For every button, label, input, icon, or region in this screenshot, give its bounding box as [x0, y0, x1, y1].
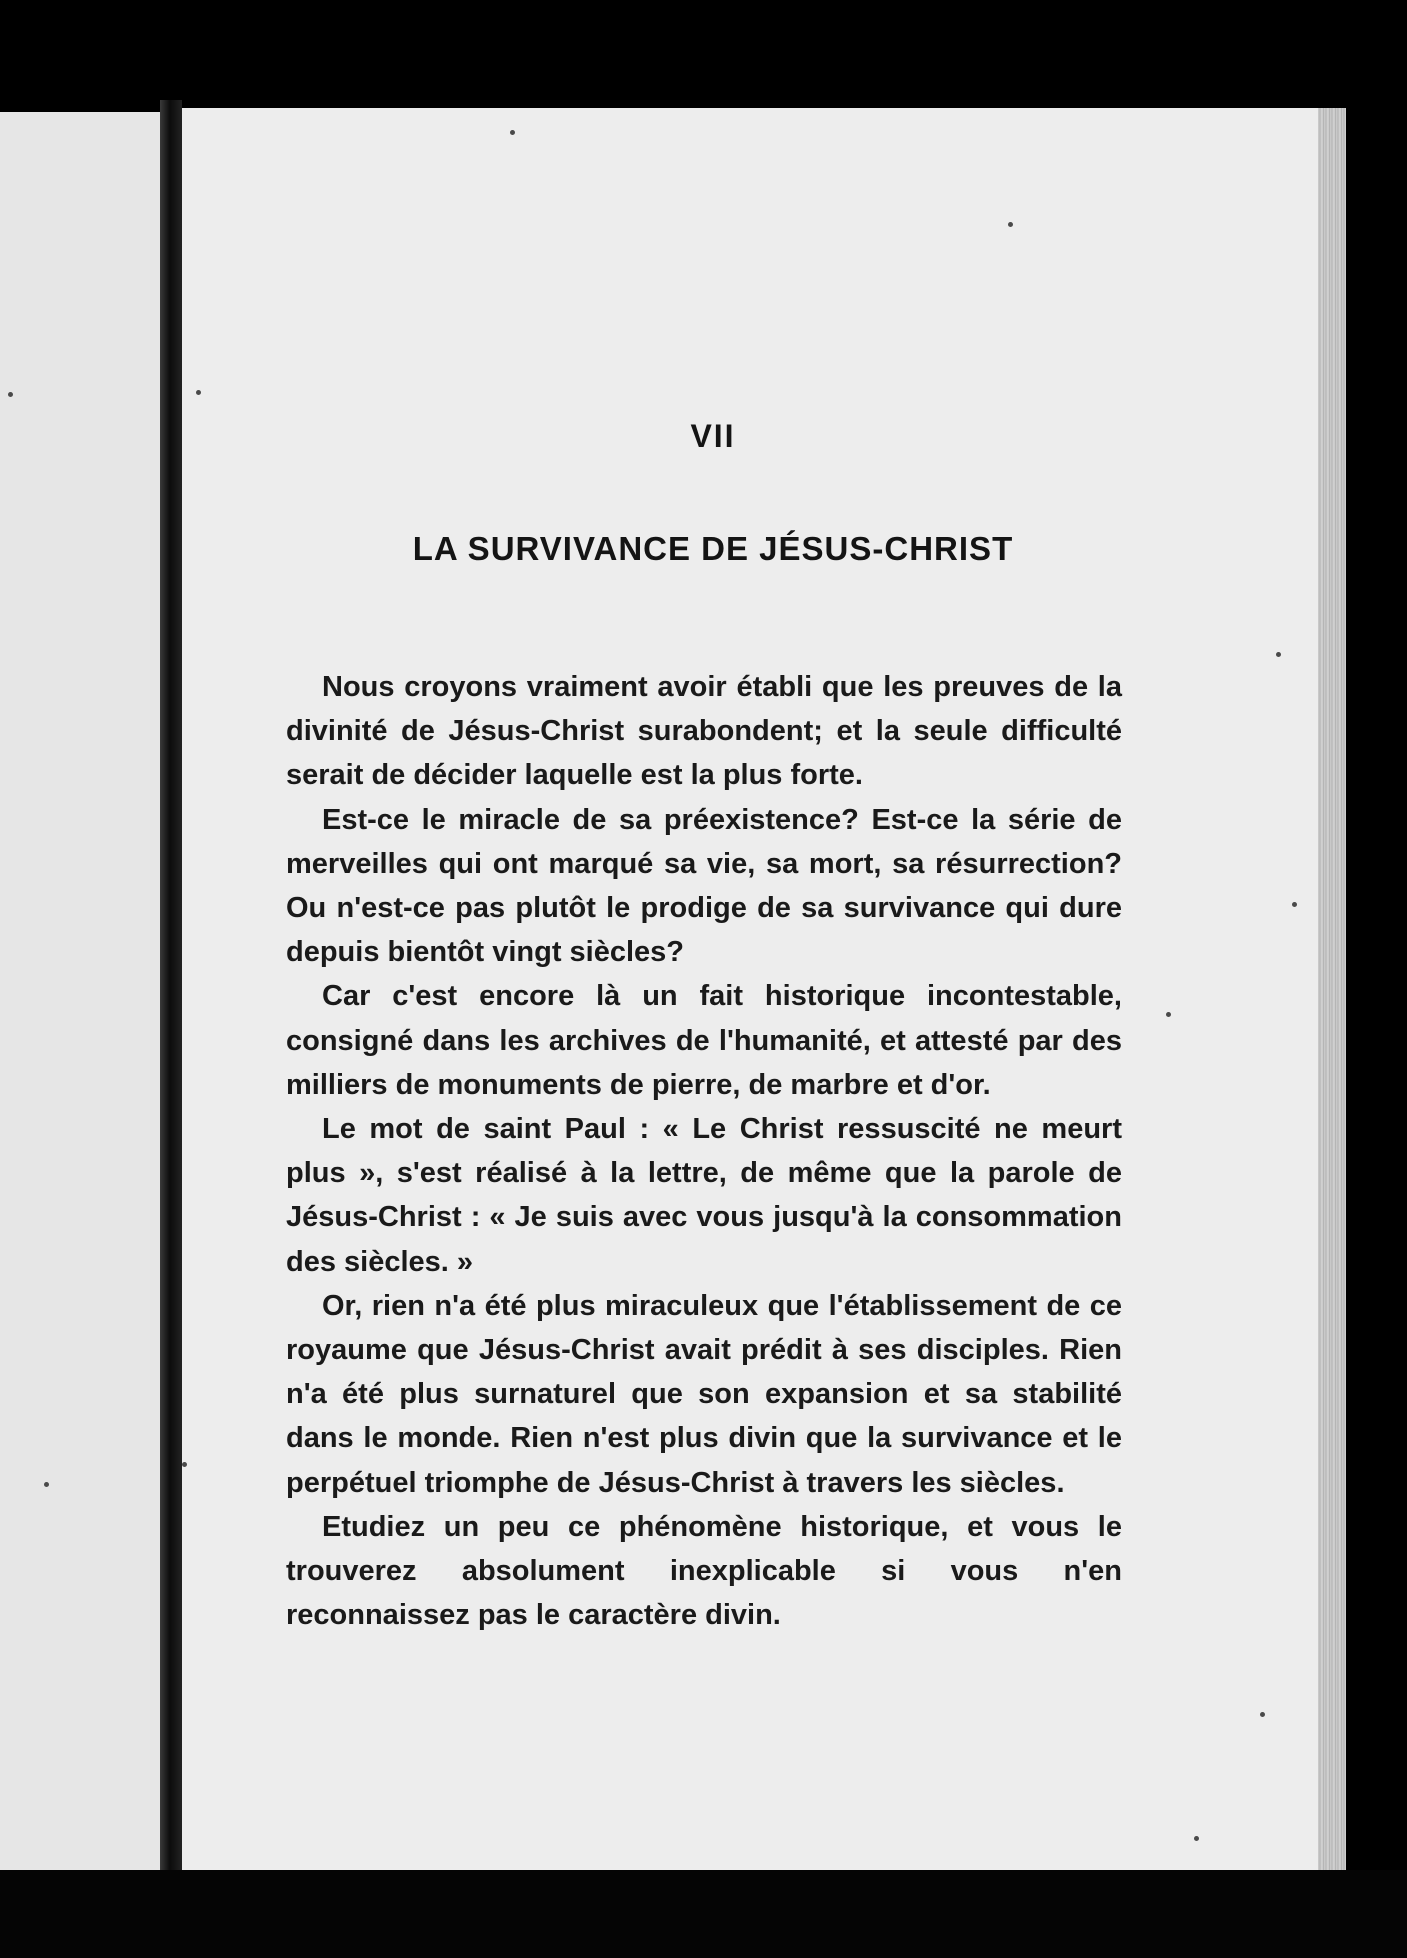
scan-speck: [510, 130, 515, 135]
scan-speck: [182, 1462, 187, 1467]
scan-speck: [8, 392, 13, 397]
chapter-body: [286, 665, 1122, 1637]
previous-page-edge: [0, 112, 168, 1872]
paragraph: Car c'est encore là un fait historique incontestable, consigné dans les archives de l'humanité, et attesté par des milliers de monuments de pierre, de marbre et d'or.: [286, 980, 1122, 1101]
chapter-number: VII: [690, 418, 736, 454]
scan-speck: [1276, 652, 1281, 657]
scan-speck: [1194, 1836, 1199, 1841]
scan-speck: [44, 1482, 49, 1487]
scan-speck: [1260, 1712, 1265, 1717]
scan-border: [0, 1870, 1407, 1958]
page-stack-edge: [1318, 108, 1346, 1876]
paragraph: Nous croyons vraiment avoir établi que les preuves de la divinité de Jésus-Christ surabondent; et la seule difficulté serait de décider laquelle est la plus forte.: [286, 671, 1122, 792]
scan-speck: [196, 390, 201, 395]
book-gutter: [160, 100, 182, 1880]
scan-speck: [1166, 1012, 1171, 1017]
paragraph: Le mot de saint Paul : « Le Christ ressuscité ne meurt plus », s'est réalisé à la lettre, de même que la parole de Jésus-Christ : « Je suis avec vous jusqu'à la consommation des siècles. »: [286, 1113, 1122, 1278]
paragraph: Etudiez un peu ce phénomène historique, et vous le trouverez absolument inexplicable si vous n'en reconnaissez pas le caractère divin.: [286, 1510, 1122, 1632]
paragraph: Or, rien n'a été plus miraculeux que l'établissement de ce royaume que Jésus-Christ avait prédit à ses disciples. Rien n'a été plus surnaturel que son expansion et sa stabilité dans le monde. Rien n'est plus divin que la survivance et le perpétuel triomphe de Jésus-Christ à travers les siècles.: [286, 1289, 1122, 1499]
scan-speck: [1008, 222, 1013, 227]
chapter-title: LA SURVIVANCE DE JÉSUS-CHRIST: [412, 530, 1014, 567]
scan-speck: [1292, 902, 1297, 907]
paragraph: Est-ce le miracle de sa préexistence? Est-ce la série de merveilles qui ont marqué sa vie, sa mort, sa résurrection? Ou n'est-ce pas plutôt le prodige de sa survivance qui dure depuis bientôt vingt siècles?: [286, 803, 1122, 969]
